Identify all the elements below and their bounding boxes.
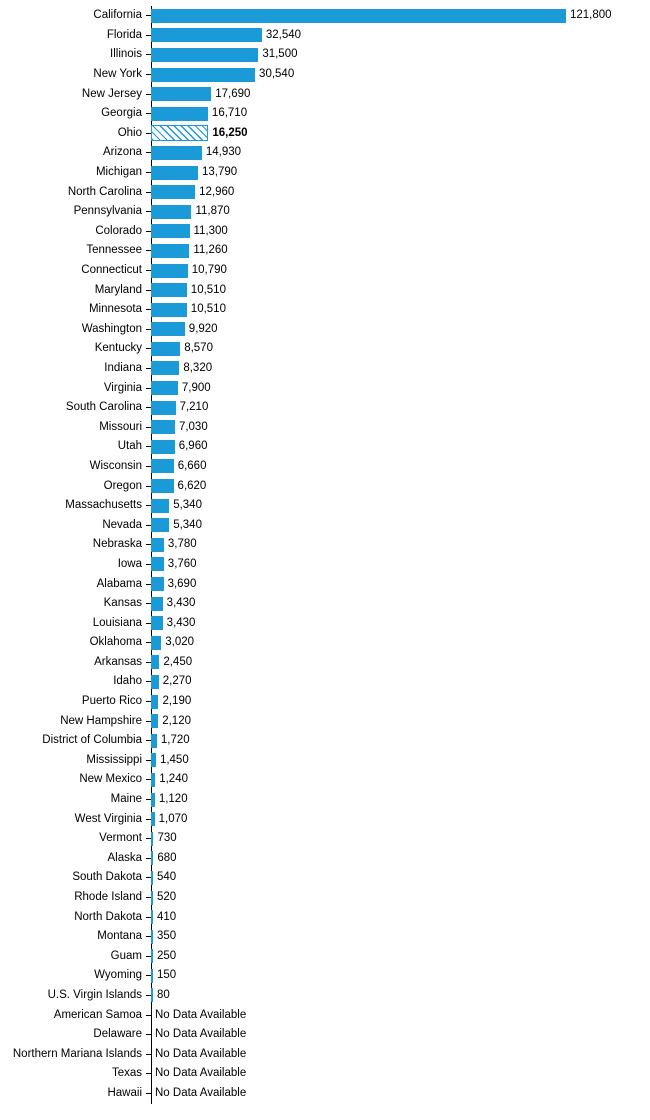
bar-value-label: 32,540 (265, 28, 302, 41)
bar[interactable] (151, 655, 159, 669)
chart-row (0, 770, 650, 790)
bar-area (151, 555, 650, 575)
bar-area (151, 261, 650, 281)
chart-row (0, 653, 650, 673)
chart-row (0, 84, 650, 104)
category-label: Nebraska (92, 538, 142, 551)
bar-area (151, 6, 650, 26)
bar[interactable] (151, 616, 163, 630)
chart-row (0, 633, 650, 653)
bar-value-label: 1,070 (158, 812, 188, 825)
category-label: Minnesota (88, 303, 142, 316)
bar-area (151, 476, 650, 496)
bar-area (151, 417, 650, 437)
chart-row (0, 398, 650, 418)
bar[interactable] (151, 264, 188, 278)
category-label: Michigan (95, 166, 142, 179)
bar-area (151, 378, 650, 398)
category-label: District of Columbia (42, 734, 142, 747)
bar-area (151, 751, 650, 771)
bar-value-label: 250 (157, 949, 177, 962)
bar-area (151, 1005, 650, 1025)
bar-value-label: 2,190 (162, 695, 192, 708)
bar-value-label: 10,510 (190, 283, 226, 296)
bar-value-label: No Data Available (155, 1008, 247, 1021)
bar[interactable] (151, 577, 164, 591)
bar-area (151, 829, 650, 849)
bar[interactable] (151, 87, 211, 101)
bar-area (151, 692, 650, 712)
bar-area (151, 104, 650, 124)
bar-value-label: 1,450 (159, 753, 189, 766)
category-label: Wisconsin (89, 459, 142, 472)
category-label: Delaware (93, 1028, 142, 1041)
chart-row (0, 45, 650, 65)
bar[interactable] (151, 597, 163, 611)
bar-value-label: 13,790 (201, 166, 238, 179)
bar-area (151, 1025, 650, 1045)
bar[interactable] (151, 322, 185, 336)
bar-value-label: 12,960 (199, 185, 235, 198)
bar-value-label: 121,800 (570, 9, 612, 22)
category-label: Puerto Rico (81, 695, 142, 708)
bar-area (151, 574, 650, 594)
bar-value-label: 6,620 (177, 479, 207, 492)
category-label: Arkansas (94, 655, 142, 668)
category-label: North Carolina (67, 185, 142, 198)
chart-row (0, 711, 650, 731)
category-label: New Jersey (81, 87, 142, 100)
bar[interactable] (151, 361, 179, 375)
chart-row (0, 947, 650, 967)
bar-area (151, 809, 650, 829)
bar-value-label: 2,120 (162, 714, 191, 727)
category-label: New York (93, 68, 142, 81)
chart-row (0, 241, 650, 261)
bar-value-label: 6,960 (178, 440, 208, 453)
bar-area (151, 1044, 650, 1064)
bar[interactable] (151, 244, 189, 258)
category-label: South Dakota (72, 871, 142, 884)
bar-value-label: 10,790 (191, 264, 227, 277)
chart-row (0, 143, 650, 163)
bar[interactable] (151, 303, 187, 317)
chart-row (0, 849, 650, 869)
bar-value-label: 16,710 (211, 107, 248, 120)
category-label: Oklahoma (89, 636, 142, 649)
chart-row (0, 535, 650, 555)
bar-value-label: 11,260 (193, 244, 228, 257)
bar-value-label: 520 (157, 891, 177, 904)
chart-row (0, 300, 650, 320)
bar-area (151, 711, 650, 731)
bar-value-label: 7,900 (181, 381, 211, 394)
bar-value-label: 2,450 (163, 655, 193, 668)
bar-value-label: 1,120 (158, 793, 188, 806)
bar-value-label: 1,720 (160, 734, 190, 747)
bar-area (151, 966, 650, 986)
bar-area (151, 84, 650, 104)
category-label: Alabama (96, 577, 142, 590)
bar-area (151, 339, 650, 359)
category-label: Louisiana (92, 616, 142, 629)
bar-value-label: 150 (157, 969, 177, 982)
chart-row (0, 907, 650, 927)
category-label: American Samoa (53, 1008, 142, 1021)
bar-area (151, 457, 650, 477)
bar-area (151, 241, 650, 261)
chart-row (0, 672, 650, 692)
chart-row (0, 261, 650, 281)
category-label: West Virginia (74, 812, 142, 825)
bar-area (151, 613, 650, 633)
chart-row (0, 124, 650, 144)
bar-area (151, 927, 650, 947)
bar-area (151, 398, 650, 418)
category-label: Connecticut (81, 264, 142, 277)
category-label: New Mexico (79, 773, 142, 786)
bar-value-label: 410 (157, 910, 177, 923)
bar[interactable] (151, 28, 262, 42)
chart-row (0, 378, 650, 398)
bar-value-label: 14,930 (205, 146, 242, 159)
bar-area (151, 653, 650, 673)
bar-area (151, 868, 650, 888)
bar-area (151, 849, 650, 869)
bar[interactable] (151, 499, 169, 513)
bar[interactable] (151, 205, 191, 219)
chart-row (0, 1044, 650, 1064)
bar[interactable] (151, 401, 176, 415)
bar-area (151, 359, 650, 379)
bar-area (151, 986, 650, 1006)
chart-row (0, 731, 650, 751)
category-label: Florida (106, 28, 142, 41)
bar-area (151, 496, 650, 516)
bar-area (151, 202, 650, 222)
bar-area (151, 888, 650, 908)
bar-value-label: 350 (157, 930, 177, 943)
bar-value-label: 3,760 (167, 557, 197, 570)
category-label: South Carolina (65, 401, 142, 414)
bar-value-label: 7,210 (179, 401, 209, 414)
bar[interactable] (151, 695, 158, 709)
bar-area (151, 790, 650, 810)
category-label: Idaho (113, 675, 142, 688)
chart-row (0, 359, 650, 379)
category-label: California (93, 9, 142, 22)
bar[interactable] (151, 68, 255, 82)
chart-row (0, 496, 650, 516)
chart-row (0, 104, 650, 124)
bar-value-label: 1,240 (159, 773, 188, 786)
category-label: Northern Mariana Islands (12, 1047, 142, 1060)
category-label: Rhode Island (74, 891, 142, 904)
chart-row (0, 1025, 650, 1045)
chart-row (0, 574, 650, 594)
chart-row (0, 927, 650, 947)
chart-row (0, 437, 650, 457)
bar-value-label: 5,340 (173, 518, 202, 531)
chart-row (0, 790, 650, 810)
bar[interactable] (151, 440, 175, 454)
bar-area (151, 731, 650, 751)
bar-area (151, 633, 650, 653)
bar-value-label: 8,570 (184, 342, 213, 355)
bar-value-label: 30,540 (259, 68, 295, 81)
category-label: Iowa (117, 557, 142, 570)
chart-row (0, 868, 650, 888)
bar[interactable] (151, 342, 180, 356)
category-label: Montana (97, 930, 142, 943)
chart-row (0, 182, 650, 202)
chart-row (0, 1005, 650, 1025)
bar-value-label: No Data Available (155, 1028, 247, 1041)
bar-value-label: 3,690 (167, 577, 197, 590)
bar-area (151, 320, 650, 340)
bar-value-label: No Data Available (155, 1047, 247, 1060)
bar-value-label: 10,510 (190, 303, 226, 316)
bar-area (151, 222, 650, 242)
chart-row (0, 320, 650, 340)
bar-area (151, 280, 650, 300)
chart-row (0, 476, 650, 496)
bar-value-label: 3,430 (166, 616, 196, 629)
bar-value-label: 31,500 (262, 48, 298, 61)
bar-area (151, 182, 650, 202)
category-label: U.S. Virgin Islands (47, 988, 142, 1001)
chart-row (0, 417, 650, 437)
category-label: Colorado (95, 224, 142, 237)
bar[interactable] (151, 459, 174, 473)
bar-area (151, 65, 650, 85)
bar-highlighted[interactable] (151, 125, 208, 141)
chart-row (0, 751, 650, 771)
bar-area (151, 124, 650, 144)
bar[interactable] (151, 538, 164, 552)
chart-row (0, 692, 650, 712)
chart-row (0, 829, 650, 849)
category-label: Texas (111, 1067, 142, 1080)
bar[interactable] (151, 518, 169, 532)
bar-value-label: 7,030 (178, 420, 208, 433)
bar-area (151, 300, 650, 320)
bar[interactable] (151, 675, 159, 689)
category-label: Alaska (107, 851, 142, 864)
bar-value-label: 5,340 (173, 499, 202, 512)
chart-row (0, 613, 650, 633)
bar[interactable] (151, 48, 258, 62)
bar-value-label: 3,430 (166, 597, 196, 610)
chart-row (0, 26, 650, 46)
chart-row (0, 457, 650, 477)
bar-value-label: 16,250 (212, 126, 248, 139)
chart-row (0, 966, 650, 986)
bar-area (151, 163, 650, 183)
category-label: Mississippi (86, 753, 142, 766)
bar-area (151, 770, 650, 790)
chart-row (0, 202, 650, 222)
bar-value-label: 3,780 (167, 538, 197, 551)
category-label: Wyoming (94, 969, 142, 982)
chart-row (0, 280, 650, 300)
category-label: Maine (110, 793, 142, 806)
category-label: Illinois (110, 48, 142, 61)
bar-area (151, 672, 650, 692)
category-label: Oregon (103, 479, 142, 492)
chart-row (0, 339, 650, 359)
chart-row (0, 986, 650, 1006)
chart-row (0, 222, 650, 242)
chart-row (0, 555, 650, 575)
category-label: Pennsylvania (73, 205, 142, 218)
bar-area (151, 26, 650, 46)
category-label: Indiana (104, 361, 142, 374)
bar[interactable] (151, 107, 208, 121)
category-label: Utah (117, 440, 142, 453)
bar-value-label: 9,920 (188, 322, 218, 335)
bar-value-label: 11,300 (193, 224, 228, 237)
chart-row (0, 888, 650, 908)
bar-area (151, 143, 650, 163)
bar[interactable] (151, 714, 158, 728)
bar-area (151, 947, 650, 967)
chart-row (0, 809, 650, 829)
bar-area (151, 515, 650, 535)
bar-value-label: 11,870 (195, 205, 230, 218)
category-label: Massachusetts (65, 499, 142, 512)
category-label: Tennessee (86, 244, 142, 257)
bar-value-label: No Data Available (155, 1067, 247, 1080)
bar-value-label: No Data Available (155, 1086, 247, 1099)
bar-value-label: 540 (157, 871, 177, 884)
bar[interactable] (151, 283, 187, 297)
bar[interactable] (151, 420, 175, 434)
category-label: Virginia (103, 381, 142, 394)
chart-row (0, 65, 650, 85)
category-label: Kansas (103, 597, 142, 610)
bar-value-label: 730 (157, 832, 177, 845)
category-label: Kentucky (94, 342, 142, 355)
category-label: Georgia (101, 107, 142, 120)
bar[interactable] (151, 166, 198, 180)
bar-value-label: 3,020 (165, 636, 195, 649)
category-label: Maryland (94, 283, 142, 296)
bar[interactable] (151, 636, 161, 650)
category-label: North Dakota (74, 910, 142, 923)
category-label: Ohio (117, 126, 142, 139)
category-label: Guam (110, 949, 142, 962)
bar[interactable] (151, 9, 566, 23)
bar[interactable] (151, 146, 202, 160)
category-label: New Hampshire (60, 714, 142, 727)
bar-value-label: 80 (157, 988, 170, 1001)
bar-value-label: 8,320 (183, 361, 213, 374)
category-label: Vermont (99, 832, 142, 845)
bar-area (151, 45, 650, 65)
category-label: Missouri (99, 420, 142, 433)
chart-row (0, 515, 650, 535)
category-label: Hawaii (107, 1086, 142, 1099)
bar-area (151, 907, 650, 927)
bar-area (151, 1064, 650, 1084)
chart-rows (0, 6, 650, 1103)
chart-row (0, 594, 650, 614)
bar[interactable] (151, 557, 164, 571)
category-label: Washington (81, 322, 142, 335)
chart-row (0, 163, 650, 183)
bar[interactable] (151, 479, 174, 493)
category-label: Nevada (102, 518, 142, 531)
bar-value-label: 6,660 (177, 459, 207, 472)
category-label: Arizona (103, 146, 142, 159)
bar-area (151, 594, 650, 614)
bar-value-label: 2,270 (162, 675, 192, 688)
bar[interactable] (151, 381, 178, 395)
bar-area (151, 1084, 650, 1104)
bar-area (151, 535, 650, 555)
bar-area (151, 437, 650, 457)
chart-row (0, 6, 650, 26)
chart-row (0, 1064, 650, 1084)
bar[interactable] (151, 185, 195, 199)
chart-row (0, 1084, 650, 1104)
bar-value-label: 17,690 (215, 87, 251, 100)
bar[interactable] (151, 224, 190, 238)
bar-value-label: 680 (157, 851, 177, 864)
